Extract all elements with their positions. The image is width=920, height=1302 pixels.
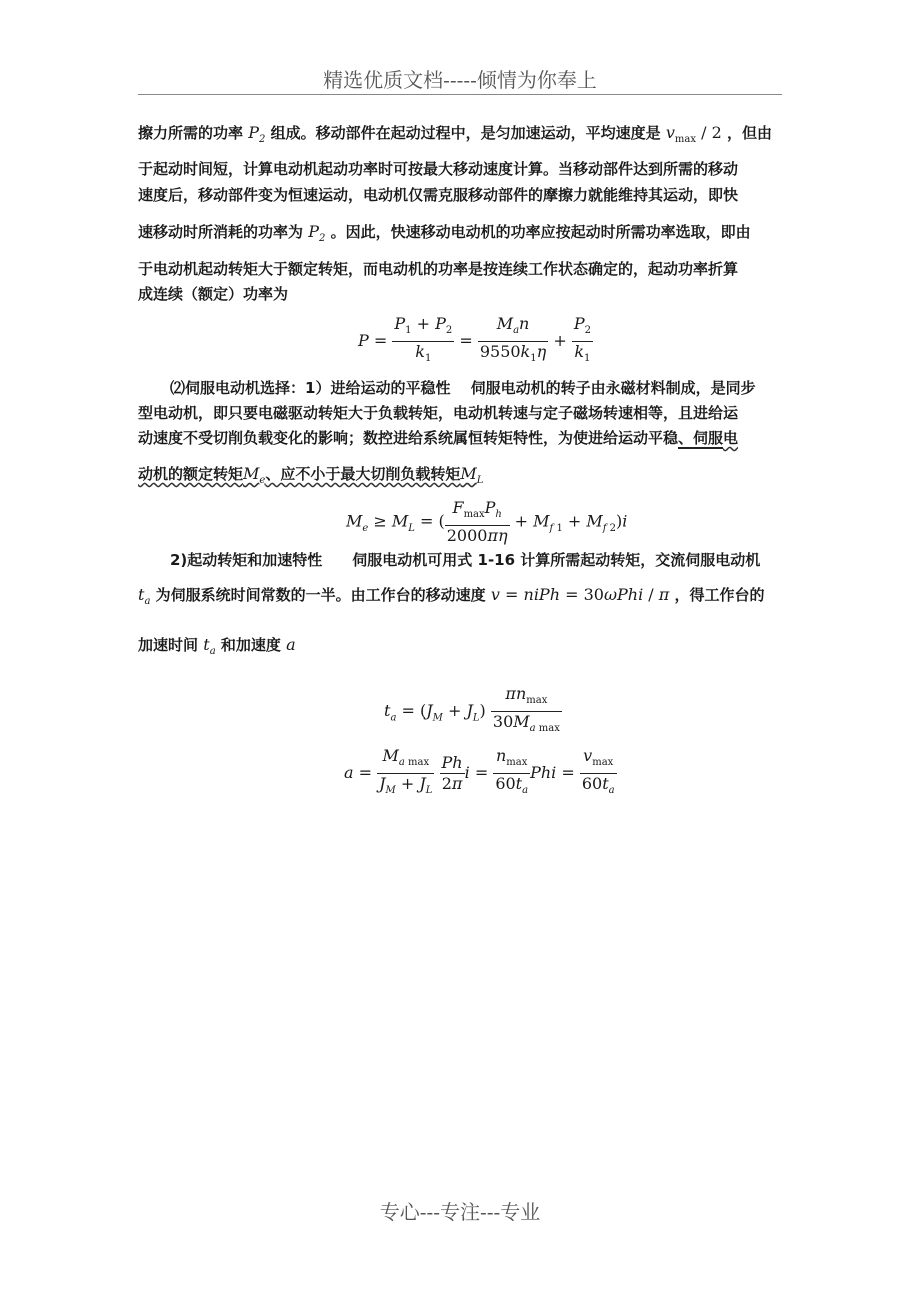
text-run: 组成。移动部件在起动过程中，是匀加速运动，平均速度是	[270, 124, 661, 142]
equation-acceleration: a = $\frac{M_{a max}}{J_M + J_L}$ $\frac{Ph}{2\pi}$ i = $\frac{n_{max}}{60t_a}$ Phi = $\frac{v_{max}}{60t_a}$	[344, 746, 615, 797]
para2-line1: ⑵伺服电动机选择：1）进给运动的平稳性 伺服电动机的转子由永磁材料制成，是同步	[170, 379, 756, 397]
math-velocity: v = niPh = 30ωPhi / π	[490, 585, 670, 604]
para3-line2	[138, 584, 782, 613]
text-run: 为伺服系统时间常数的一半。由工作台的移动速度	[155, 586, 486, 604]
math-me: $M_e$	[243, 464, 266, 487]
para2-line3	[138, 427, 782, 449]
math-vmax-half: $v_{max} / 2$	[665, 123, 722, 146]
text-run: 动机的额定转矩	[138, 465, 244, 483]
text-run: 动速度不受切削负载变化的影响；数控进给系统属恒转矩特性，为使进给运动平稳	[138, 429, 679, 447]
para1-line3: 速度后，移动部件变为恒速运动，电动机仅需克服移动部件的摩擦力就能维持其运动，即快	[138, 186, 739, 204]
math-ta: $t_a$	[138, 585, 151, 608]
text-run: ，但由	[727, 124, 773, 142]
text-run: 。因此，快速移动电动机的功率应按起动时所需功率选取，即由	[330, 223, 751, 241]
para1-line5: 于电动机起动转矩大于额定转矩，而电动机的功率是按连续工作状态确定的，起动功率折算	[138, 260, 739, 278]
text-run: 、伺服	[678, 429, 724, 447]
equation-accel-time: $t_a = (J_M + J_L)$ $\frac{\pi n_{max}}{30M_{a max}}$	[384, 684, 560, 735]
page-footer: 专心---专注---专业	[379, 1200, 541, 1224]
para1-line4	[138, 221, 782, 250]
equation-torque: $M_e \ge M_L$ = ( $\frac{F_{max}P_h}{2000\pi\eta}$ + $M_{f 1} + M_{f 2})i$	[346, 498, 628, 546]
para2-line2: 型电动机，即只要电磁驱动转矩大于负载转矩，电动机转速与定子磁场转速相等，且进给运	[138, 404, 739, 422]
para3-line3	[138, 634, 782, 663]
page-header: 精选优质文档-----倾情为你奉上	[323, 68, 597, 92]
math-p2: $P_2$	[248, 123, 266, 146]
math-ml: $M_L$	[460, 464, 484, 487]
text-run: 和加速度	[220, 636, 281, 654]
para1-line1	[138, 122, 782, 151]
text-run: ，得工作台的	[674, 586, 765, 604]
math-a: a	[286, 635, 296, 654]
text-run: 擦力所需的功率	[138, 124, 244, 142]
para2-line4	[138, 463, 782, 492]
text-run: 、应不小于最大切削负载转矩	[265, 465, 461, 483]
math-ta: $t_a$	[203, 635, 216, 658]
header-rule	[138, 94, 782, 95]
para1-line6: 成连续（额定）功率为	[138, 285, 289, 303]
para1-line2: 于起动时间短，计算电动机起动功率时可按最大移动速度计算。当移动部件达到所需的移动	[138, 160, 739, 178]
text-run: 加速时间	[138, 636, 199, 654]
text-run: 速移动时所消耗的功率为	[138, 223, 304, 241]
equation-power: P = $\frac{P_1 + P_2}{k_1}$ = $\frac{M_an}{9550k_1\eta}$ + $\frac{P_2}{k_1}$	[358, 314, 591, 365]
text-run: 电	[723, 429, 739, 447]
math-p2: $P_2$	[308, 222, 326, 245]
para3-line1: 2)起动转矩和加速特性 伺服电动机可用式 1-16 计算所需起动转矩，交流伺服电动机	[170, 551, 761, 569]
